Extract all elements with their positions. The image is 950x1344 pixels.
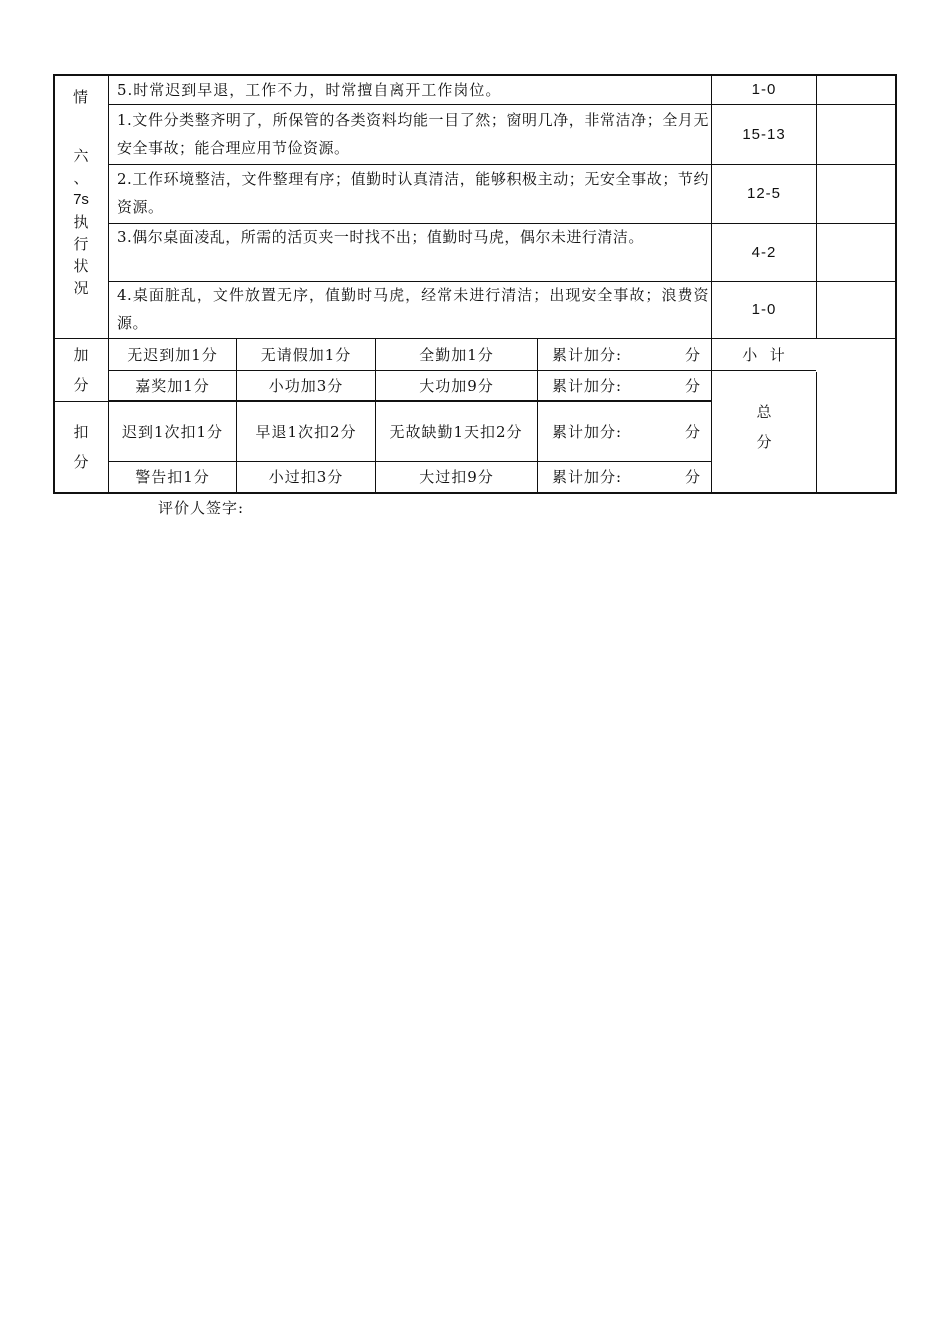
- deduct-item: [237, 402, 375, 461]
- bonus-item-text: 大功加9分: [419, 377, 494, 395]
- label-char: 执: [73, 212, 89, 231]
- score-range: [712, 75, 816, 104]
- cumulative-label: 累计加分:: [552, 377, 623, 395]
- criteria-row: [117, 223, 709, 281]
- bonus-item-text: 嘉奖加1分: [135, 377, 210, 395]
- cumulative-unit: 分: [684, 345, 701, 364]
- label-char: 分: [73, 453, 89, 471]
- section-label-bonus: [54, 339, 108, 401]
- score-range-text: 15-13: [742, 125, 786, 143]
- label-char: 扣: [73, 423, 89, 441]
- deduct-item-text: 迟到1次扣1分: [121, 422, 224, 441]
- bonus-item: [237, 339, 375, 370]
- label-char: 况: [73, 278, 89, 297]
- deduct-item: [237, 462, 375, 492]
- criteria-row: [117, 164, 709, 223]
- label-char: 总: [756, 403, 772, 421]
- bonus-item-text: 无迟到加1分: [127, 345, 218, 364]
- evaluator-signature-label: [158, 497, 244, 518]
- cumulative-unit: 分: [684, 468, 701, 486]
- deduct-item-text: 早退1次扣2分: [255, 422, 357, 441]
- deduct-item-text: 小过扣3分: [268, 468, 344, 486]
- score-range: [712, 224, 816, 281]
- label-char: 状: [73, 256, 89, 275]
- score-range: [712, 105, 816, 164]
- deduct-item-text: 警告扣1分: [135, 468, 210, 486]
- subtotal-label-text: 小 计: [742, 345, 786, 364]
- deduct-item-text: 无故缺勤1天扣2分: [389, 422, 523, 441]
- deduct-cumulative: [538, 402, 711, 461]
- cumulative-unit: 分: [684, 377, 701, 395]
- criteria-text: 4.桌面脏乱，文件放置无序，值勤时马虎，经常未进行清洁；出现安全事故；浪费资源。: [117, 286, 709, 332]
- score-range-text: 4-2: [751, 243, 777, 261]
- deduct-item: [109, 462, 236, 492]
- bonus-item: [376, 371, 537, 401]
- bonus-item-text: 全勤加1分: [419, 345, 494, 364]
- bonus-item-text: 无请假加1分: [260, 345, 352, 364]
- criteria-text: 2.工作环境整洁，文件整理有序；值勤时认真清洁，能够积极主动；无安全事故；节约资源。: [117, 170, 709, 216]
- score-range: [712, 165, 816, 223]
- score-range-text: 12-5: [746, 185, 782, 202]
- bonus-item: [109, 339, 236, 370]
- deduct-item: [382, 402, 530, 461]
- bonus-item: [109, 371, 236, 401]
- cumulative-label: 累计加分:: [552, 422, 623, 441]
- score-range: [712, 282, 816, 338]
- section-label-deduct: [54, 402, 108, 492]
- label-char: 分: [756, 433, 772, 451]
- label-char: 、: [73, 168, 89, 187]
- criteria-text: 1.文件分类整齐明了，所保管的各类资料均能一目了然；窗明几净，非常洁净；全月无安全事故；能合理应用节俭资源。: [117, 111, 709, 157]
- criteria-row: [117, 104, 709, 164]
- deduct-cumulative: [538, 462, 711, 492]
- deduct-item-text: 大过扣9分: [419, 468, 494, 486]
- deduct-item: [113, 402, 232, 461]
- cumulative-label: 累计加分:: [552, 345, 623, 364]
- criteria-row: [117, 281, 709, 338]
- bonus-cumulative: [538, 371, 711, 401]
- label-char: 加: [73, 346, 89, 364]
- subtotal-label: [712, 339, 816, 370]
- cumulative-unit: 分: [684, 422, 701, 441]
- signature-label-text: 评价人签字:: [158, 499, 245, 517]
- total-label: [712, 395, 816, 459]
- section-label-prev-text: 情: [72, 88, 89, 106]
- label-char: 分: [73, 376, 89, 394]
- criteria-row: [109, 75, 711, 104]
- criteria-text: 3.偶尔桌面凌乱，所需的活页夹一时找不出；值勤时马虎，偶尔未进行清洁。: [117, 228, 644, 246]
- bonus-item: [237, 371, 375, 401]
- section-label-7s: [54, 105, 108, 338]
- score-range-text: 1-0: [751, 80, 777, 98]
- deduct-item: [376, 462, 537, 492]
- label-char: 六: [73, 146, 89, 165]
- bonus-item: [376, 339, 537, 370]
- criteria-text: 5.时常迟到早退，工作不力，时常擅自离开工作岗位。: [117, 80, 502, 99]
- cumulative-label: 累计加分:: [552, 468, 623, 486]
- bonus-cumulative: [538, 339, 711, 370]
- score-range-text: 1-0: [751, 301, 777, 318]
- label-char: 7s: [73, 190, 89, 208]
- bonus-item-text: 小功加3分: [268, 377, 344, 395]
- label-char: 行: [73, 234, 89, 253]
